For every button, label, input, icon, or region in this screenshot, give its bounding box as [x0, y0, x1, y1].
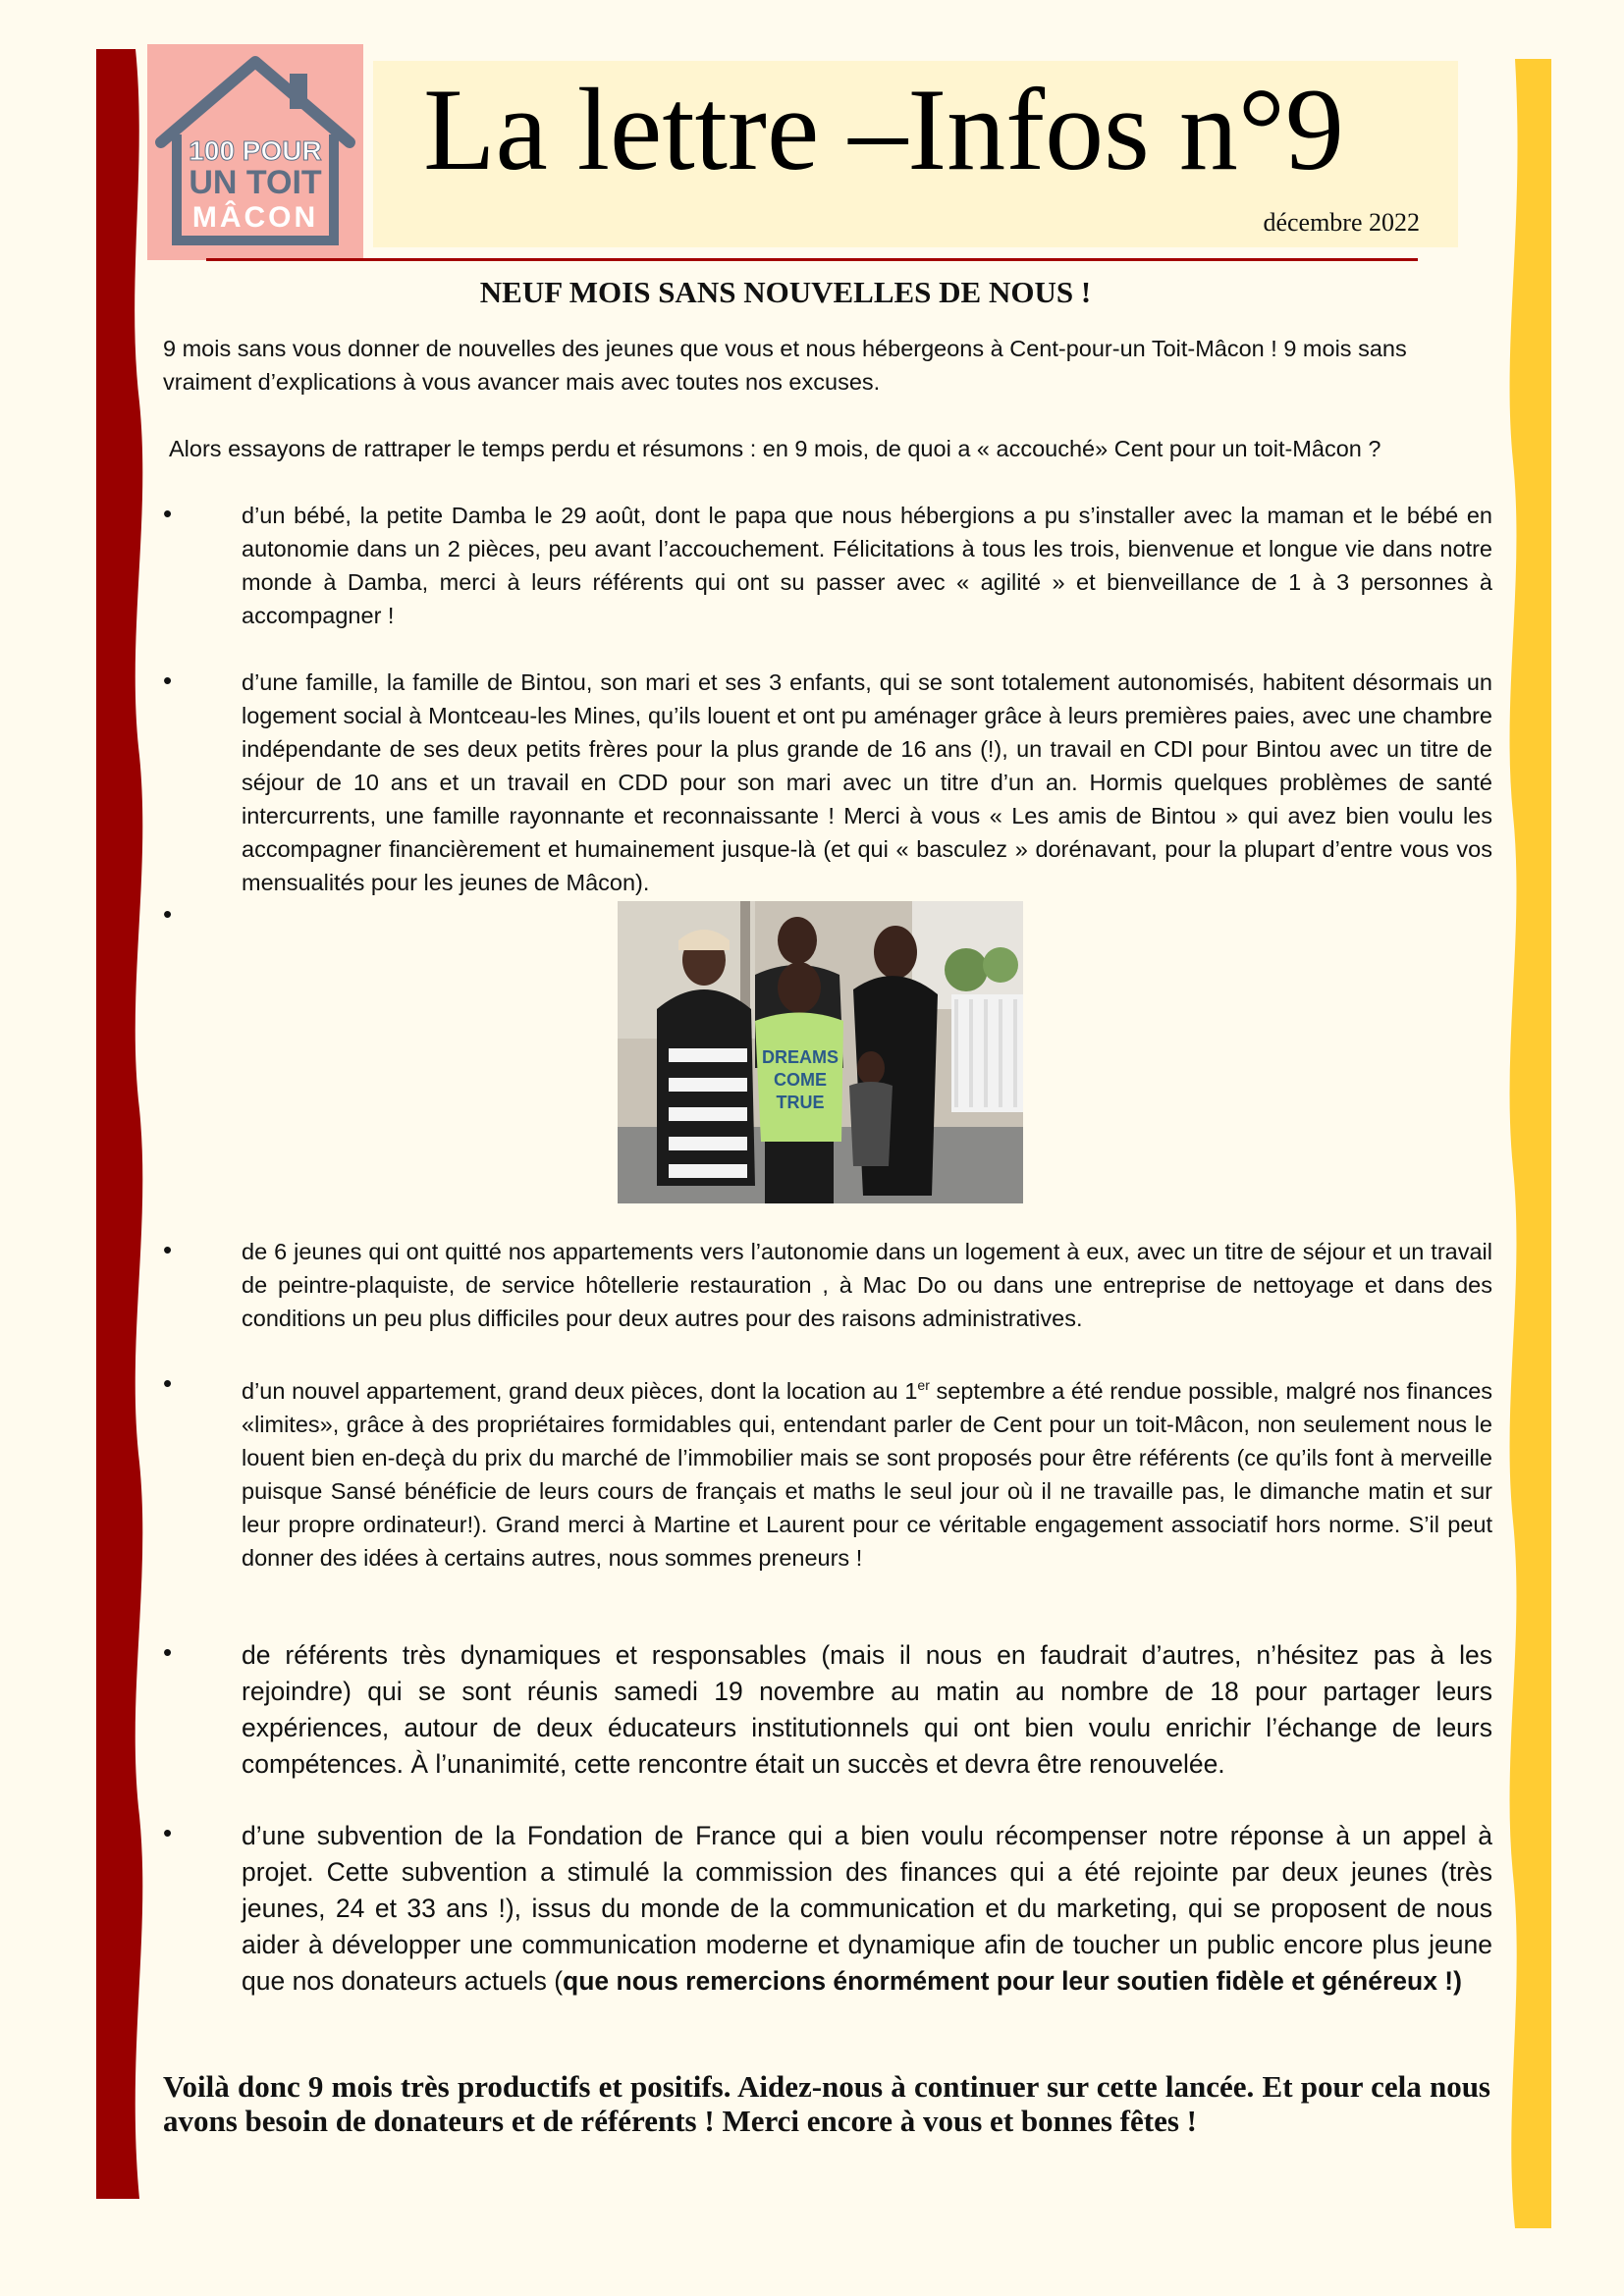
list-item-text-part: septembre a été rendue possible, malgré nos finances «limites», grâce à des propriétaires formidables qui, entendant parler de Cent pour un toit-Mâcon, non seulement nous le louent bien en-deçà du prix du marché de l’immobilier mais se sont proposés pour être: [242, 1377, 1493, 1470]
bold-thanks-text: que nous remercions énormément pour leur soutien fidèle et généreux !): [563, 1966, 1462, 1996]
logo-line-3: MÂCON: [191, 201, 319, 234]
bullet-icon: •: [163, 666, 173, 695]
bullet-icon: •: [163, 1368, 173, 1398]
logo-line-2: UN TOIT: [189, 164, 322, 201]
closing-statement: Voilà donc 9 mois très productifs et positifs. Aidez-nous à continuer sur cette lancée. Et pour cela nous avons besoin de donateurs et de référents ! Merci encore à vous et bonnes fêtes !: [163, 2069, 1490, 2138]
house-logo-icon: [147, 44, 363, 260]
list-item-text: d’une famille, la famille de Bintou, son mari et ses 3 enfants, qui se sont totalement autonomisés, habitent désormais un logement social à Montceau-les Mines, qu’ils louent et ont pu aménager grâce à leurs premières paies, avec une chambre indépendante de ses deux petits frères pour la plus grande de 16 ans (!), un travail en CDI pour Bintou avec un titre de séjour de 10 ans et un travail en CDD pour son mari avec un titre d’un an. Hormis quelques problèmes de santé intercurrents, une famille rayonnante et reconnaissante ! Merci à vous « Les amis de Bintou » qui avez bien voulu les accompagner financièrement et humainement jusque-là (et qui « basculez » dorénavant, pour la plupart d’entre vous vos mensualités pour les jeunes de Mâcon).: [242, 669, 1492, 895]
list-item-text-part: d’une subvention de la Fondation de France qui a bien voulu récompenser notre réponse à un appel à projet. Cette subvention a stimulé la commission des finances qui a été rejointe par deux jeunes (très jeunes, 24 et 33 ans !), issus du monde de la communication et du marketing, qui se proposent de nous aider à développer une communication moderne et dynamique afin de toucher un public encore plus jeune que nos donateurs actuels (: [242, 1821, 1492, 1996]
left-decorative-band: [96, 49, 143, 2199]
list-item-text: [242, 1368, 1492, 1575]
section-heading: NEUF MOIS SANS NOUVELLES DE NOUS !: [479, 275, 1092, 309]
list-item-text-part: d’un nouvel appartement, grand deux pièces, dont la location au 1: [242, 1377, 918, 1404]
family-photo: [618, 901, 1023, 1203]
bullet-icon: •: [163, 1818, 173, 1847]
svg-text:DREAMS: DREAMS: [761, 1047, 839, 1067]
svg-text:TRUE: TRUE: [776, 1093, 825, 1112]
bullet-icon: •: [163, 1235, 173, 1264]
header-rule: [206, 258, 1418, 261]
superscript: er: [917, 1377, 930, 1393]
bullet-icon: •: [163, 499, 173, 528]
intro-paragraph-2: Alors essayons de rattraper le temps perdu et résumons : en 9 mois, de quoi a « accouché» Cent pour un toit-Mâcon ?: [169, 436, 1381, 461]
bullet-icon: •: [163, 899, 173, 929]
list-item-text: [242, 1818, 1492, 2000]
svg-text:COME: COME: [774, 1070, 827, 1090]
list-item-text: de 6 jeunes qui ont quitté nos appartements vers l’autonomie dans un logement à eux, avec un titre de séjour et un travail de peintre-plaquiste, de service hôtellerie restauration , à Mac Do ou dans une entreprise de nettoyage et dans des conditions un peu plus difficiles pour deux autres pour des raisons administratives.: [242, 1239, 1492, 1331]
list-item-text-part: référents (ce qu’ils font à merveille puisque Sansé bénéficie de leurs cours de français et maths le seul jour où il ne travaille pas, le dimanche matin et sur leur propre ordinateur!). Grand merci à Martine et Laurent pour ce véritable engagement associatif hors norme. S’il peut donner des idées à certains autres, nous sommes preneurs !: [242, 1444, 1493, 1571]
logo: [147, 44, 363, 260]
logo-line-1: 100 POUR: [189, 135, 322, 166]
newsletter-title: La lettre –Infos n°9: [423, 64, 1344, 194]
issue-date: décembre 2022: [1263, 208, 1420, 237]
right-decorative-band: [1507, 59, 1551, 2228]
list-item-text: de référents très dynamiques et responsables (mais il nous en faudrait d’autres, n’hésitez pas à les rejoindre) qui se sont réunis samedi 19 novembre au matin au nombre de 18 pour partager leurs expériences, autour de deux éducateurs institutionnels qui ont bien voulu enrichir l’échange de leurs compétences. À l’unanimité, cette rencontre était un succès et devra être renouvelée.: [242, 1640, 1492, 1779]
intro-paragraph-1: 9 mois sans vous donner de nouvelles des jeunes que vous et nous hébergeons à Cent-pour-un Toit-Mâcon ! 9 mois sans vraiment d’explications à vous avancer mais avec toutes nos excuses.: [163, 336, 1407, 395]
list-item-text: d’un bébé, la petite Damba le 29 août, dont le papa que nous hébergions a pu s’installer avec la maman et le bébé en autonomie dans un 2 pièces, peu avant l’accouchement. Félicitations à tous les trois, bienvenue et longue vie dans notre monde à Damba, merci à leurs référents qui ont su passer avec « agilité » et bienveillance de 1 à 3 personnes à accompagner !: [242, 503, 1492, 628]
bullet-icon: •: [163, 1637, 173, 1667]
